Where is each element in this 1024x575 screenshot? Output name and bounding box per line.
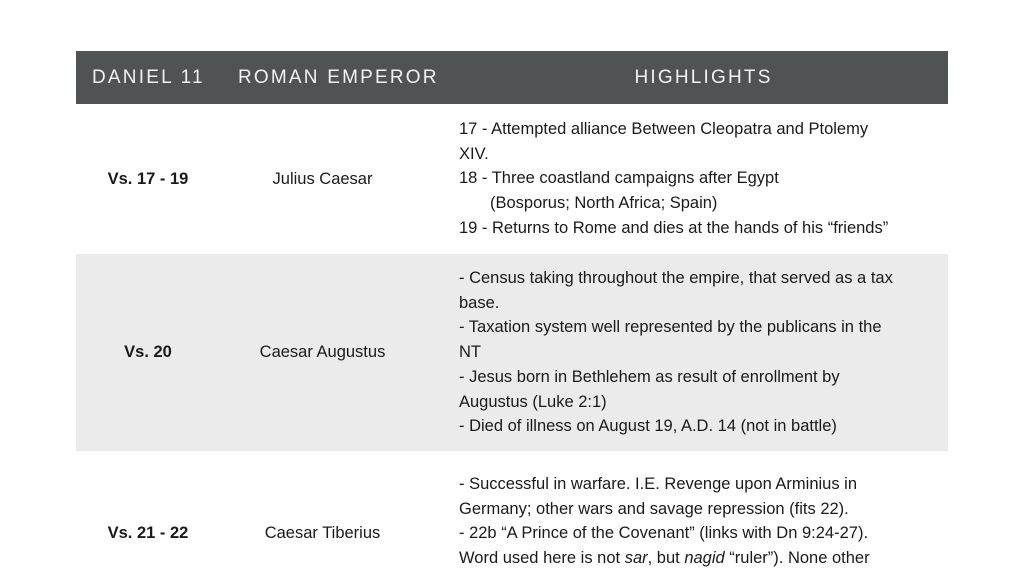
highlight-line: - Taxation system well represented by the publicans in the xyxy=(459,318,882,337)
highlight-line: - 22b “A Prince of the Covenant” (links with Dn 9:24-27). xyxy=(459,524,869,543)
highlight-line: 17 - Attempted alliance Between Cleopatra and Ptolemy xyxy=(459,120,869,138)
verses-cell: Vs. 21 - 22 xyxy=(107,524,189,542)
highlight-line: NT xyxy=(459,343,481,362)
highlight-line: - Jesus born in Bethlehem as result of enrollment by xyxy=(459,367,840,386)
table-header xyxy=(76,51,948,104)
highlight-line: - Died of illness on August 19, A.D. 14 (not in battle) xyxy=(459,417,837,436)
hebrew-word-nagid: nagid xyxy=(684,549,725,568)
highlight-line: XIV. xyxy=(459,144,489,163)
highlight-line: Augustus (Luke 2:1) xyxy=(459,392,607,411)
header-daniel-11: DANIEL 11 xyxy=(92,66,205,88)
table-row xyxy=(76,254,948,451)
header-roman-emperor: ROMAN EMPEROR xyxy=(238,66,439,88)
highlight-line: 18 - Three coastland campaigns after Egypt xyxy=(459,169,779,188)
highlights-cell xyxy=(459,451,948,575)
highlight-text: , but xyxy=(647,549,685,568)
highlight-line: - Successful in warfare. I.E. Revenge upon Arminius in xyxy=(459,475,858,493)
highlight-text: Word used here is not xyxy=(459,549,625,568)
daniel-11-emperors-table xyxy=(76,51,948,575)
hebrew-word-sar: sar xyxy=(624,549,648,568)
table-row xyxy=(76,104,948,254)
highlight-line xyxy=(459,546,940,571)
emperor-cell: Julius Caesar xyxy=(272,169,373,188)
highlights-cell xyxy=(459,104,948,254)
highlight-line: (Bosporus; North Africa; Spain) xyxy=(490,194,718,213)
highlight-text: “ruler”). None other xyxy=(724,549,870,568)
highlight-line: - Census taking throughout the empire, that served as a tax xyxy=(459,269,893,287)
header-highlights: HIGHLIGHTS xyxy=(634,66,773,88)
highlight-line: base. xyxy=(459,293,500,312)
highlight-line: 19 - Returns to Rome and dies at the hands of his “friends” xyxy=(459,218,889,237)
emperor-cell: Caesar Augustus xyxy=(259,343,386,361)
highlight-line: Germany; other wars and savage repression (fits 22). xyxy=(459,499,849,518)
verses-cell: Vs. 20 xyxy=(124,343,172,361)
highlights-cell xyxy=(459,254,948,451)
emperor-cell: Caesar Tiberius xyxy=(264,524,381,542)
table-row xyxy=(76,451,948,575)
verses-cell: Vs. 17 - 19 xyxy=(107,169,189,188)
